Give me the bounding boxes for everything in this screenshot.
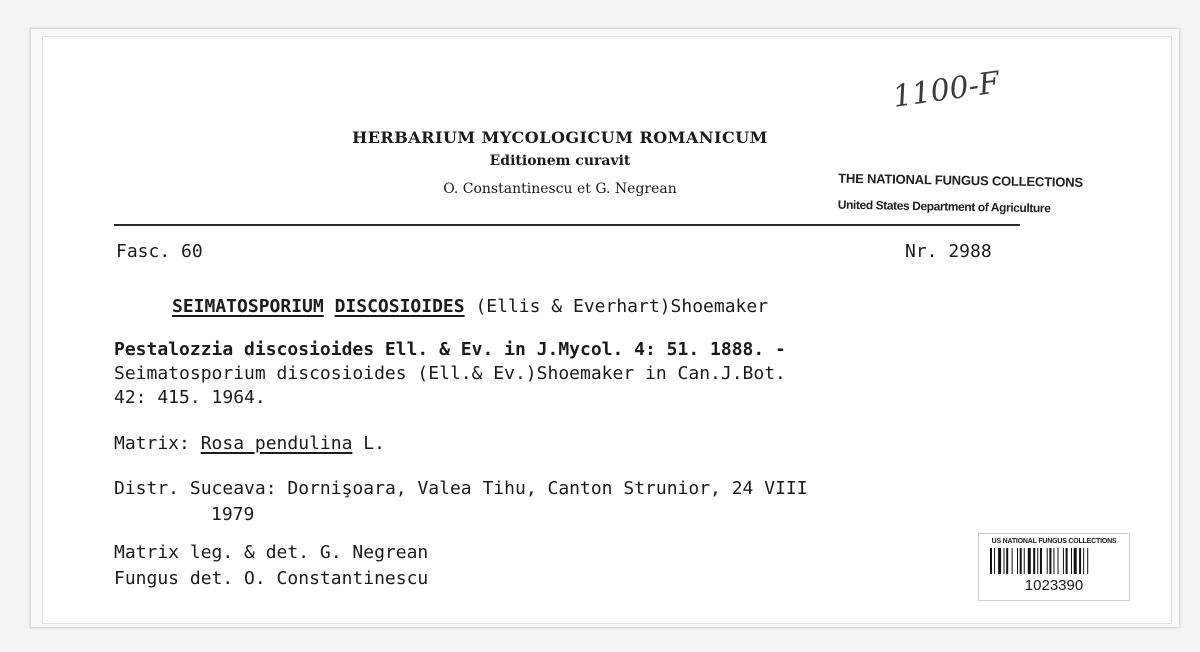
barcode-bar — [1066, 548, 1068, 574]
barcode-bar — [1037, 548, 1038, 574]
barcode-bar — [1033, 548, 1035, 574]
barcode-bar — [1012, 548, 1013, 574]
barcode-bar — [1079, 548, 1081, 574]
species-epithet: DISCOSIOIDES — [334, 296, 465, 317]
barcode-header: US NATIONAL FUNGUS COLLECTIONS — [991, 538, 1117, 545]
synonym-line: Seimatosporium discosioides (Ell.& Ev.)Shoemaker in Can.J.Bot. — [114, 363, 786, 384]
barcode-bar — [1047, 548, 1048, 574]
barcode-bar — [1087, 548, 1088, 574]
barcode-bar — [1004, 548, 1005, 574]
barcode-bar — [1049, 548, 1051, 574]
synonymy-block — [114, 338, 1034, 410]
synonym-line: 42: 415. 1964. — [114, 387, 266, 408]
collection-stamp — [838, 166, 1109, 223]
herbarium-subtitle: Editionem curavit — [489, 153, 631, 169]
herbarium-editors: O. Constantinescu et G. Negrean — [443, 181, 677, 197]
specimen-number: Nr. 2988 — [905, 241, 992, 262]
barcode-number: 1023390 — [1024, 577, 1084, 594]
herbarium-title: HERBARIUM MYCOLOGICUM ROMANICUM — [352, 128, 768, 147]
barcode-bar — [1071, 548, 1072, 574]
distribution-block — [114, 476, 1034, 528]
host-authority: L. — [363, 433, 385, 454]
barcode-bar — [1083, 548, 1084, 574]
barcode-bars — [990, 548, 1118, 574]
barcode-bar — [994, 548, 995, 574]
matrix-label: Matrix: — [114, 433, 190, 454]
barcode-bar — [1058, 548, 1059, 574]
distribution-locality: Suceava: Dornişoara, Valea Tihu, Canton Strunior, 24 VIII — [189, 478, 808, 499]
barcode-bar — [1063, 548, 1064, 574]
barcode-bar — [1028, 548, 1031, 574]
barcode-bar — [1074, 548, 1077, 574]
label-header — [300, 92, 820, 197]
distribution-year: 1979 — [211, 504, 255, 525]
handwritten-accession-note: 1100-F — [890, 65, 1002, 115]
host-matrix — [114, 433, 385, 454]
synonym-line: Pestalozzia discosioides Ell. & Ev. in J.Mycol. 4: 51. 1888. - — [114, 339, 786, 360]
barcode-bar — [998, 548, 1001, 574]
barcode-bar — [990, 548, 992, 574]
host-name: Rosa pendulina — [200, 433, 353, 454]
barcode-bar — [1020, 548, 1022, 574]
stamp-line-1: THE NATIONAL FUNGUS COLLECTIONS — [838, 170, 1084, 190]
species-authority: (Ellis & Everhart)Shoemaker — [475, 296, 769, 317]
fascicle-number: Fasc. 60 — [116, 241, 203, 262]
barcode-bar — [1053, 548, 1054, 574]
stamp-line-2: United States Department of Agriculture — [837, 197, 1051, 216]
barcode-bar — [1017, 548, 1018, 574]
header-divider — [114, 224, 1020, 226]
barcode-label — [978, 533, 1130, 601]
distribution-label: Distr. — [114, 478, 180, 499]
matrix-collector: Matrix leg. & det. G. Negrean — [114, 542, 429, 563]
fungus-determiner: Fungus det. O. Constantinescu — [114, 568, 429, 589]
species-name — [172, 296, 768, 317]
species-genus: SEIMATOSPORIUM — [172, 296, 324, 317]
barcode-bar — [1024, 548, 1025, 574]
barcode-bar — [1040, 548, 1042, 574]
barcode-bar — [1006, 548, 1008, 574]
collectors-block — [114, 540, 428, 592]
